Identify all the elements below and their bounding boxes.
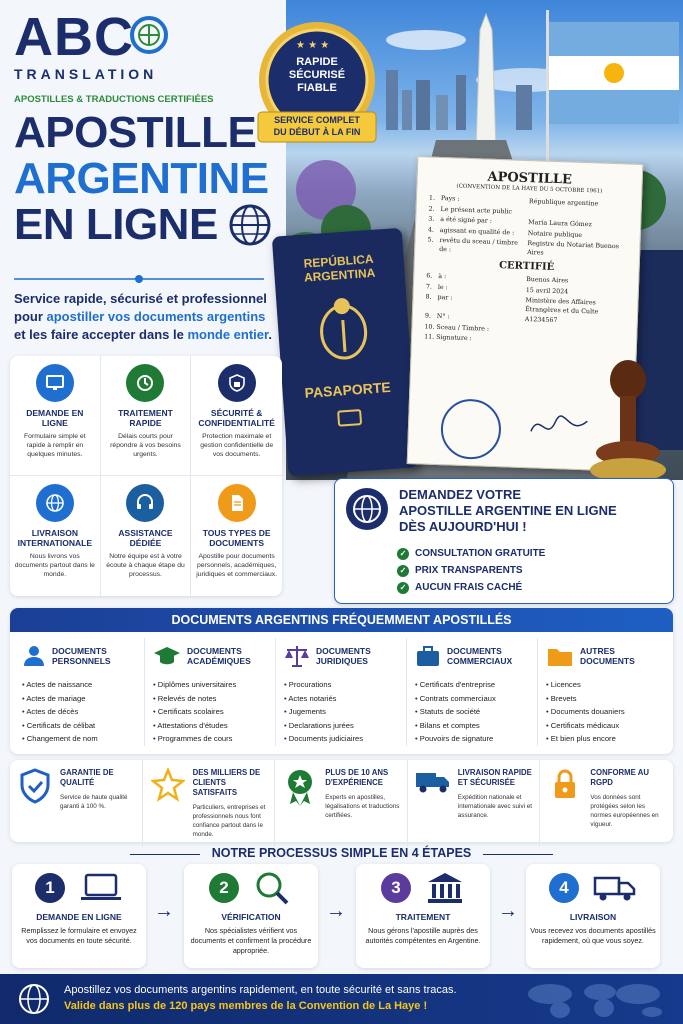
documents-column-header xyxy=(546,638,661,674)
guarantee-desc: Particuliers, entreprises et professionnels nous font confiance partout dans le monde. xyxy=(192,804,266,838)
certificate-row-key: Le présent acte public xyxy=(440,205,513,215)
documents-list xyxy=(284,678,398,746)
certificate-row-num: 6. xyxy=(426,272,433,280)
guarantee-text xyxy=(458,768,534,839)
intro-line-2b: apostiller vos documents argentins xyxy=(46,309,266,324)
list-item: • Procurations xyxy=(284,678,398,692)
documents-column xyxy=(276,638,407,746)
headset-icon xyxy=(126,484,164,522)
process-step xyxy=(12,864,146,968)
badge-ribbon-2: DU DÉBUT À LA FIN xyxy=(273,127,361,137)
world-map-icon xyxy=(520,978,670,1020)
features-grid xyxy=(10,356,282,596)
person-icon xyxy=(22,644,46,668)
shield-check-icon xyxy=(16,768,54,839)
page-title xyxy=(14,110,272,248)
signature-icon xyxy=(529,411,590,443)
guarantee-desc: Service de haute qualité garanti à 100 %. xyxy=(60,794,128,810)
document-icon xyxy=(218,484,256,522)
documents-column-title: DOCUMENTS COMMERCIAUX xyxy=(447,646,513,666)
list-item: • Actes de décès xyxy=(22,705,136,719)
chip-icon xyxy=(337,409,362,427)
guarantee-card xyxy=(540,760,673,847)
step-header xyxy=(12,870,146,906)
step-number: 2 xyxy=(209,873,239,903)
step-desc: Nous gérons l'apostille auprès des autorités compétentes en Argentine. xyxy=(365,926,481,945)
documents-column-header xyxy=(284,638,398,674)
documents-list xyxy=(546,678,661,746)
list-item: • Documents judiciaires xyxy=(284,732,398,746)
guarantee-desc: Vos données sont protégées selon les normes européennes en vigueur. xyxy=(590,794,659,828)
bank-icon xyxy=(425,870,465,906)
step-title: TRAITEMENT xyxy=(395,912,451,922)
certificate-row-key: agissant en qualité de : xyxy=(439,226,515,237)
documents-column xyxy=(407,638,538,746)
documents-column-title: DOCUMENTS JURIDIQUES xyxy=(316,646,371,666)
intro-line-1: Service rapide, sécurisé et professionnel xyxy=(14,291,267,306)
guarantee-text xyxy=(325,768,401,839)
documents-section xyxy=(10,608,673,754)
briefcase-icon xyxy=(415,644,441,668)
list-item: • Programmes de cours xyxy=(153,732,267,746)
monitor-icon xyxy=(36,364,74,402)
feature-card xyxy=(191,476,282,596)
certificate-row-key: par : xyxy=(437,293,453,302)
list-item: • Diplômes universitaires xyxy=(153,678,267,692)
globe-icon xyxy=(36,484,74,522)
guarantee-title: LIVRAISON RAPIDE ET SÉCURISÉE xyxy=(457,768,532,787)
badge-ribbon-1: SERVICE COMPLET xyxy=(274,115,360,125)
star-icon xyxy=(149,768,187,839)
cta-item-label: AUCUN FRAIS CACHÉ xyxy=(415,582,523,593)
guarantee-desc: Expédition nationale et internationale avec suivi et assurance. xyxy=(457,794,533,819)
certificate-row-value: Notaire publique xyxy=(527,229,583,239)
list-item: • Et bien plus encore xyxy=(546,732,661,746)
certificate-row-num: 11. xyxy=(424,333,435,341)
laptop-icon xyxy=(79,872,123,904)
process-title xyxy=(0,846,683,860)
documents-list xyxy=(22,678,136,746)
certificate-row-key: Sceau / Timbre : xyxy=(436,323,490,333)
certificate-row-num: 5. xyxy=(427,236,434,244)
certificate-row-num: 7. xyxy=(425,283,433,291)
passport-country-2: ARGENTINA xyxy=(303,265,376,285)
certificate-row-value: Ministère des Affaires Étrangères et du Culte xyxy=(525,297,599,316)
list-item: • Brevets xyxy=(546,692,661,706)
feature-title: TRAITEMENT RAPIDE xyxy=(118,408,173,428)
step-desc: Nos spécialistes vérifient vos documents et confirment la procédure appropriée. xyxy=(190,926,312,955)
step-number: 4 xyxy=(549,873,579,903)
step-number: 3 xyxy=(381,873,411,903)
feature-desc: Délais courts pour répondre à vos besoins urgents. xyxy=(110,433,181,458)
documents-column-header xyxy=(22,638,136,674)
list-item: • Attestations d'études xyxy=(153,719,267,733)
arrow-right-icon: → xyxy=(498,900,518,922)
footer-line-2: Valide dans plus de 120 pays membres de la Convention de La Haye ! xyxy=(64,1000,428,1012)
logo-subtitle: TRANSLATION xyxy=(14,66,158,82)
certificate-row-num: 1. xyxy=(428,194,436,202)
title-line-1: APOSTILLE xyxy=(14,108,257,157)
badge-line-2: SÉCURISÉ xyxy=(288,69,346,81)
logo-tagline: APOSTILLES & TRADUCTIONS CERTIFIÉES xyxy=(14,94,214,105)
feature-desc: Apostille pour documents personnels, académiques, juridiques et commerciaux. xyxy=(196,553,278,578)
step-title: LIVRAISON xyxy=(569,912,617,922)
guarantee-card xyxy=(408,760,541,847)
feature-title: LIVRAISON INTERNATIONALE xyxy=(17,528,93,548)
documents-column xyxy=(14,638,145,746)
guarantee-title: DES MILLIERS DE CLIENTS SATISFAITS xyxy=(192,768,261,797)
stamp-icon xyxy=(588,358,668,488)
certificate-row-num: 9. xyxy=(424,312,432,320)
cta-line-2: APOSTILLE ARGENTINE EN LIGNE xyxy=(399,503,617,518)
folder-icon xyxy=(546,644,574,668)
list-item: • Licences xyxy=(546,678,661,692)
title-line-2: ARGENTINE xyxy=(14,154,269,203)
certificate-subtitle: (CONVENTION DE LA HAYE DU 5 OCTOBRE 1961) xyxy=(456,183,603,195)
clock-icon xyxy=(126,364,164,402)
feature-desc: Notre équipe est à votre écoute à chaque étape du processus. xyxy=(106,553,185,578)
list-item: • Certificats scolaires xyxy=(153,705,267,719)
intro-line-3a: et les faire accepter dans le xyxy=(14,327,188,342)
documents-title: DOCUMENTS ARGENTINS FRÉQUEMMENT APOSTILLÉS xyxy=(10,608,673,632)
list-item: • Pouvoirs de signature xyxy=(415,732,529,746)
cta-line-3: DÈS AUJOURD'HUI ! xyxy=(399,519,527,534)
certificate-row-num: 2. xyxy=(428,205,435,213)
list-item: • Bilans et comptes xyxy=(415,719,529,733)
intro-text xyxy=(14,290,284,344)
guarantee-title: PLUS DE 10 ANS D'EXPÉRIENCE xyxy=(325,768,389,787)
certificate-row-value: Registre du Notariat Buenos Aires xyxy=(527,240,620,257)
truck-icon xyxy=(414,768,452,839)
footer-globe-icon xyxy=(18,983,50,1015)
documents-column xyxy=(145,638,276,746)
cta-item-label: PRIX TRANSPARENTS xyxy=(415,565,523,576)
process-step xyxy=(526,864,660,968)
feature-card xyxy=(101,476,192,596)
certificate-row-key: à : xyxy=(438,272,447,281)
documents-column xyxy=(538,638,669,746)
cta-line-1: DEMANDEZ VOTRE xyxy=(399,487,522,502)
intro-line-3b: monde entier xyxy=(187,327,269,342)
cta-list-item xyxy=(397,579,545,596)
guarantee-card xyxy=(275,760,408,847)
feature-card xyxy=(10,356,101,476)
title-globe-icon xyxy=(228,203,272,247)
documents-list xyxy=(415,678,529,746)
feature-title: DEMANDE EN LIGNE xyxy=(26,408,84,428)
step-header xyxy=(526,870,660,906)
step-title: DEMANDE EN LIGNE xyxy=(36,912,122,922)
documents-column-title: DOCUMENTS PERSONNELS xyxy=(52,646,111,666)
step-title: VÉRIFICATION xyxy=(221,912,281,922)
cta-box[interactable] xyxy=(334,478,674,604)
cta-list-item xyxy=(397,562,545,579)
step-desc: Vous recevez vos documents apostillés rapidement, où que vous soyez. xyxy=(530,926,656,945)
step-header xyxy=(356,870,490,906)
arrow-right-icon: → xyxy=(326,900,346,922)
guarantees-section xyxy=(10,760,673,842)
documents-list xyxy=(153,678,267,746)
list-item: • Contrats commerciaux xyxy=(415,692,529,706)
list-item: • Declarations jurées xyxy=(284,719,398,733)
guarantee-card xyxy=(143,760,276,847)
list-item: • Certificats de célibat xyxy=(22,719,136,733)
certificate-row-value: A1234567 xyxy=(524,315,558,325)
scales-icon xyxy=(284,644,310,668)
list-item: • Actes de mariage xyxy=(22,692,136,706)
list-item: • Jugements xyxy=(284,705,398,719)
step-desc: Remplissez le formulaire et envoyez vos documents en toute sécurité. xyxy=(21,926,137,945)
certificate-row-key: le : xyxy=(437,283,448,291)
certificate-row-value xyxy=(524,337,624,349)
guarantee-text xyxy=(193,768,269,839)
lock-icon xyxy=(218,364,256,402)
cta-item-label: CONSULTATION GRATUITE xyxy=(415,548,546,559)
list-item: • Actes notariés xyxy=(284,692,398,706)
step-header xyxy=(184,870,318,906)
process-step xyxy=(356,864,490,968)
feature-title: TOUS TYPES DE DOCUMENTS xyxy=(202,528,271,548)
feature-card xyxy=(101,356,192,476)
list-item: • Relevés de notes xyxy=(153,692,267,706)
list-item: • Statuts de société xyxy=(415,705,529,719)
passport-type: PASAPORTE xyxy=(304,378,392,401)
list-item: • Documents douaniers xyxy=(546,705,661,719)
svg-text:★ ★ ★: ★ ★ ★ xyxy=(296,40,330,51)
passport-country: REPÚBLICA xyxy=(303,251,375,271)
footer xyxy=(0,974,683,1024)
certificate-row-key: Pays : xyxy=(440,194,460,203)
award-medal-icon xyxy=(281,768,319,839)
passport xyxy=(272,228,418,476)
list-item: • Certificats d'entreprise xyxy=(415,678,529,692)
logo-text: ABC xyxy=(14,7,134,67)
magnifier-icon xyxy=(253,870,293,906)
guarantee-desc: Experts en apostilles, légalisations et traductions certifiées. xyxy=(325,794,400,819)
feature-desc: Nous livrons vos documents partout dans le monde. xyxy=(14,553,95,578)
coat-of-arms-icon xyxy=(311,292,376,366)
guarantee-card xyxy=(10,760,143,847)
feature-title: ASSISTANCE DÉDIÉE xyxy=(118,528,173,548)
check-icon: ✓ xyxy=(397,548,409,560)
process-title-text: NOTRE PROCESSUS SIMPLE EN 4 ÉTAPES xyxy=(211,846,472,860)
feature-desc: Formulaire simple et rapide à remplir en quelques minutes. xyxy=(24,433,86,458)
certificate-row-key: revêtu du sceau / timbre de : xyxy=(439,236,518,253)
check-icon: ✓ xyxy=(397,565,409,577)
cta-list-item xyxy=(397,545,545,562)
certificate-title: APOSTILLE xyxy=(487,169,573,188)
certificate-row-num: 3. xyxy=(428,215,435,223)
graduation-cap-icon xyxy=(153,644,181,668)
certificate-row-value: María Laura Gómez xyxy=(528,219,592,229)
documents-column-title: DOCUMENTS ACADÉMIQUES xyxy=(187,646,251,666)
padlock-icon xyxy=(546,768,584,839)
list-item: • Actes de naissance xyxy=(22,678,136,692)
footer-line-1: Apostillez vos documents argentins rapidement, en toute sécurité et sans tracas. xyxy=(64,984,457,996)
feature-card xyxy=(191,356,282,476)
documents-column-title: AUTRES DOCUMENTS xyxy=(580,646,635,666)
official-seal-icon xyxy=(440,398,502,460)
documents-column-header xyxy=(415,638,529,674)
list-item: • Certificats médicaux xyxy=(546,719,661,733)
feature-title: SÉCURITÉ & CONFIDENTIALITÉ xyxy=(198,408,275,428)
certificate-row-key: N° : xyxy=(436,312,450,321)
check-icon: ✓ xyxy=(397,582,409,594)
guarantee-text xyxy=(60,768,136,839)
certificate-row-num: 10. xyxy=(424,323,435,331)
badge-line-3: FIABLE xyxy=(297,82,337,94)
certificate-row-key: a été signé par : xyxy=(440,215,493,225)
logo-globe-icon xyxy=(128,14,170,56)
guarantee-text xyxy=(590,768,667,839)
intro-line-2a: pour xyxy=(14,309,47,324)
certificate-row-num: 4. xyxy=(427,226,435,234)
step-number: 1 xyxy=(35,873,65,903)
feature-card xyxy=(10,476,101,596)
feature-desc: Protection maximale et gestion confidentielle de vos documents. xyxy=(200,433,274,458)
certificate-certified: CERTIFIÉ xyxy=(498,260,555,273)
badge-line-1: RAPIDE xyxy=(296,56,338,68)
list-item: • Changement de nom xyxy=(22,732,136,746)
certificate-row-value: 15 avril 2024 xyxy=(525,286,569,295)
certificate-row-key: Signature : xyxy=(436,333,472,343)
certificate-row-value: République argentine xyxy=(528,198,599,208)
cta-globe-icon xyxy=(345,487,389,531)
guarantee-title: CONFORME AU RGPD xyxy=(590,768,650,787)
documents-column-header xyxy=(153,638,267,674)
delivery-truck-icon xyxy=(593,872,637,904)
intro-line-3c: . xyxy=(268,327,272,342)
certificate-row-num: 8. xyxy=(425,293,432,301)
arrow-right-icon: → xyxy=(154,900,174,922)
title-line-3: EN LIGNE xyxy=(14,200,218,249)
guarantee-title: GARANTIE DE QUALITÉ xyxy=(60,768,114,787)
title-divider xyxy=(14,272,264,286)
process-step xyxy=(184,864,318,968)
certificate-row-value: Buenos Aires xyxy=(526,276,569,285)
